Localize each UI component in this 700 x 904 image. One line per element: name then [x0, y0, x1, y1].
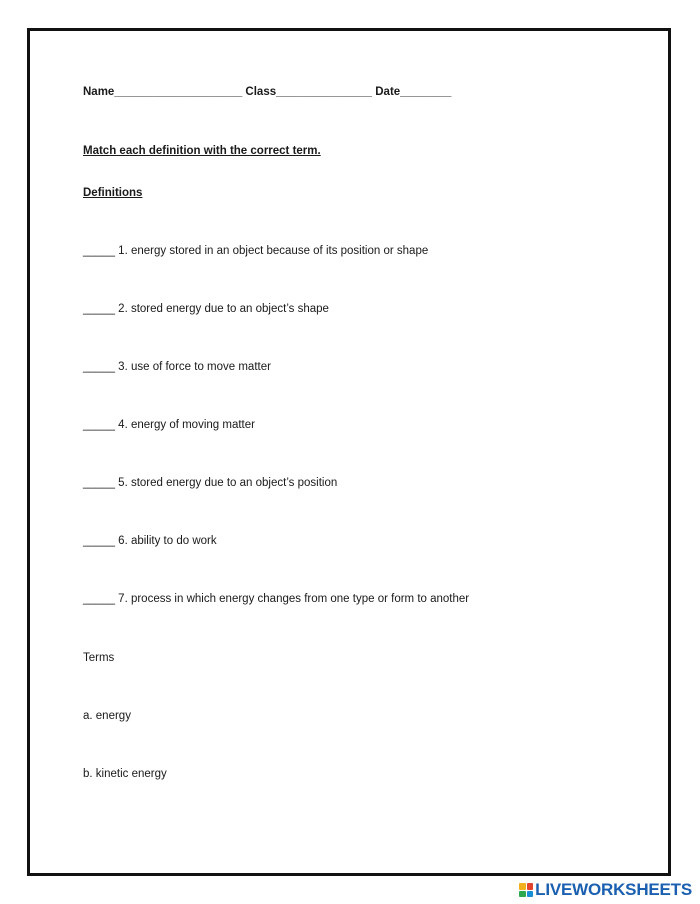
definition-item: _____ 1. energy stored in an object because of its position or shape: [83, 245, 429, 257]
worksheet-page: [27, 28, 671, 876]
definition-item: _____ 2. stored energy due to an object’s shape: [83, 303, 329, 315]
logo-tile: [527, 891, 534, 898]
terms-heading: Terms: [83, 652, 115, 664]
logo-text: LIVEWORKSHEETS: [535, 880, 692, 899]
definition-item: _____ 4. energy of moving matter: [83, 419, 255, 431]
logo-tile: [527, 883, 534, 890]
definition-item: _____ 5. stored energy due to an object’s position: [83, 477, 338, 489]
instruction-text: Match each definition with the correct term.: [83, 145, 321, 157]
logo-tile: [519, 891, 526, 898]
definition-item: _____ 7. process in which energy changes from one type or form to another: [83, 593, 470, 605]
liveworksheets-logo-icon: [519, 883, 533, 897]
term-item: a. energy: [83, 710, 131, 722]
definition-item: _____ 6. ability to do work: [83, 535, 217, 547]
definitions-heading: Definitions: [83, 187, 143, 199]
term-item: b. kinetic energy: [83, 768, 167, 780]
definition-item: _____ 3. use of force to move matter: [83, 361, 271, 373]
logo-tile: [519, 883, 526, 890]
name-class-date-line: Name____________________ Class_______________ Date________: [83, 86, 452, 98]
liveworksheets-logo: [519, 880, 692, 900]
